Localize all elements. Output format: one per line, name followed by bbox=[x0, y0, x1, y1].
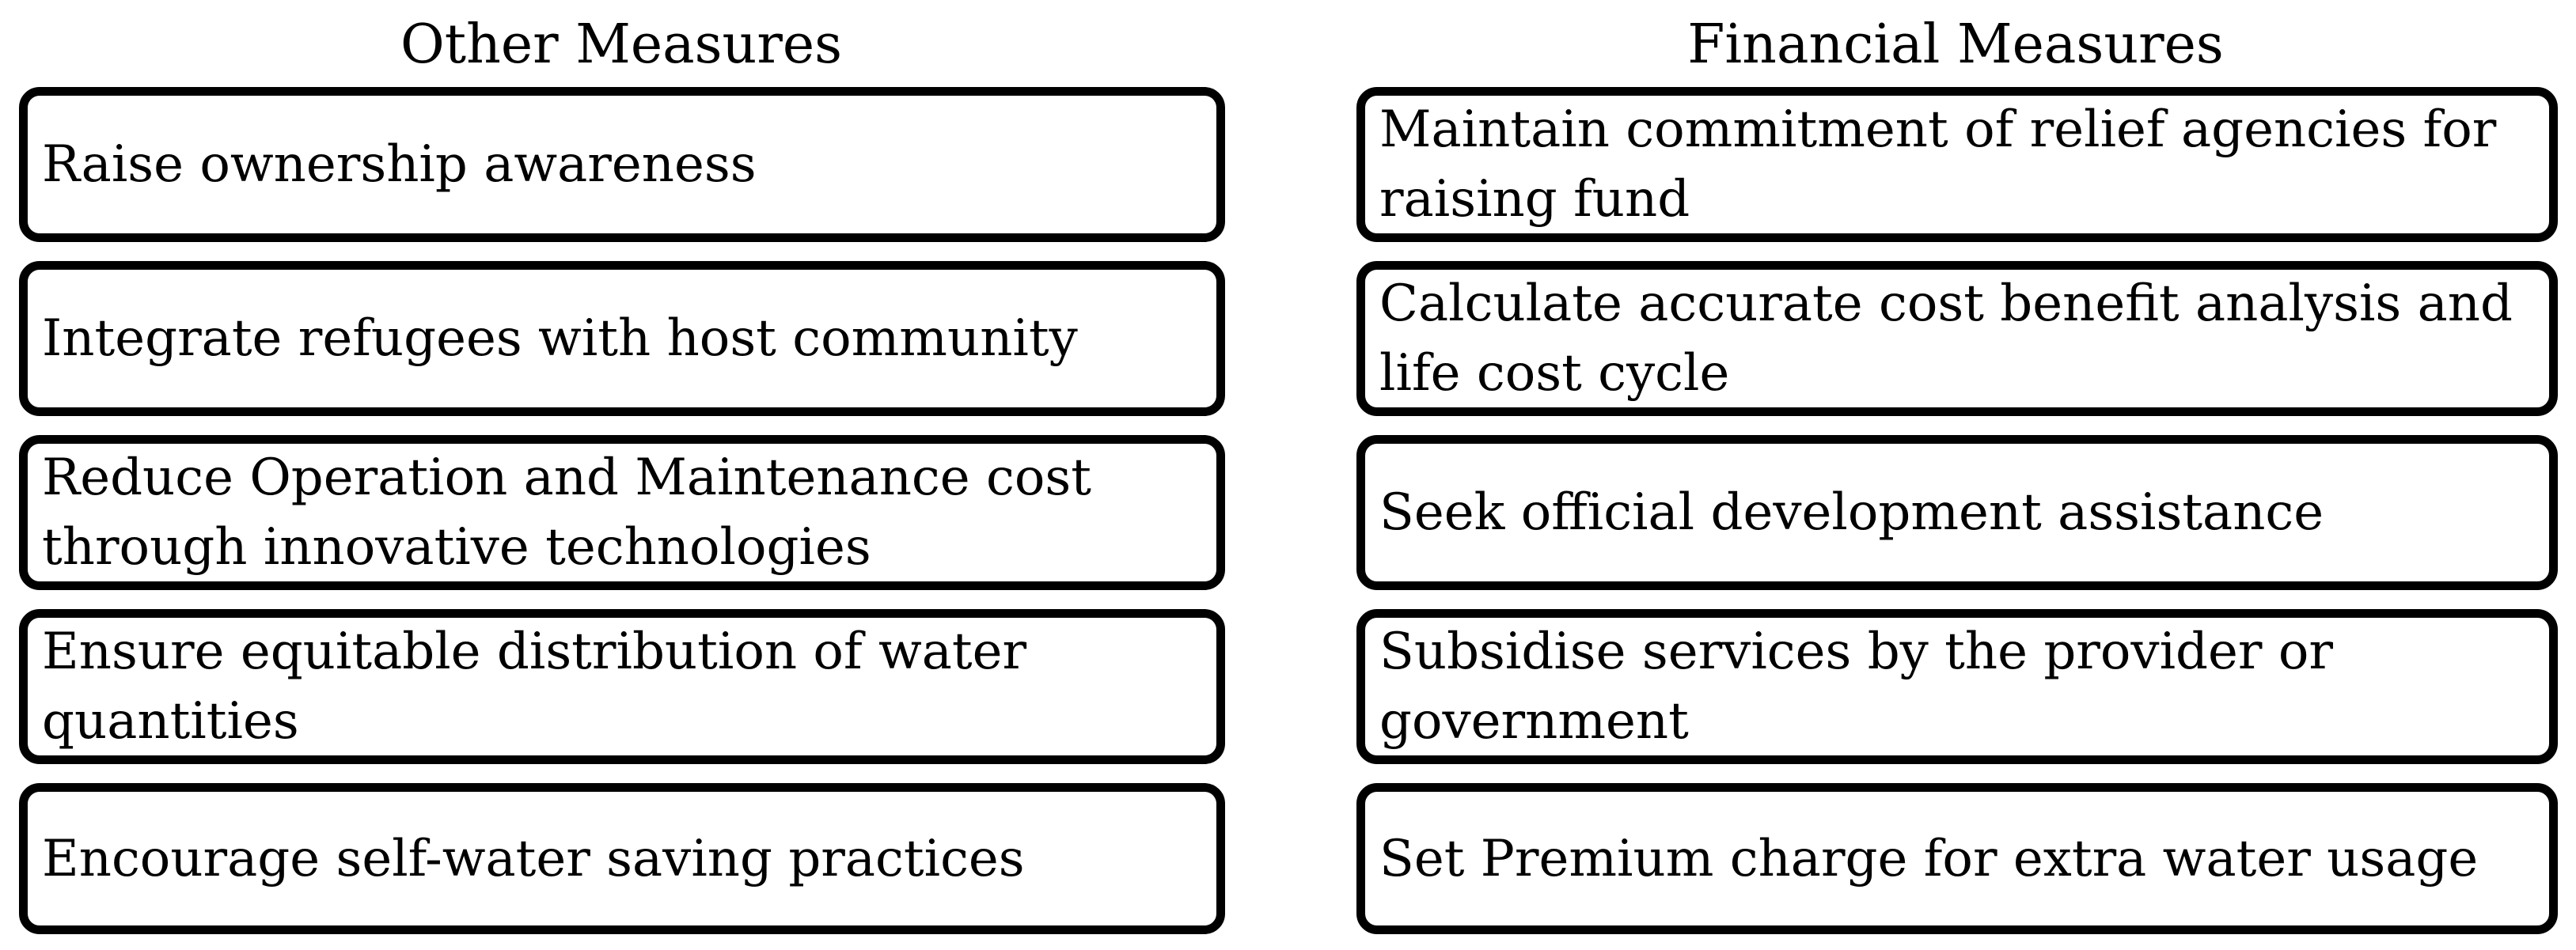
financial-measure-box bbox=[1356, 435, 2558, 590]
financial-measure-box bbox=[1356, 783, 2558, 934]
financial-measure-text: Subsidise services by the provider or government bbox=[1379, 623, 2333, 751]
financial-measure-text: Seek official development assistance bbox=[1379, 483, 2324, 542]
financial-measures-heading: Financial Measures bbox=[1687, 13, 2224, 76]
financial-measure-text: Maintain commitment of relief agencies for raising fund bbox=[1379, 100, 2497, 229]
financial-measure-box bbox=[1356, 87, 2558, 242]
other-measure-box bbox=[19, 87, 1225, 242]
other-measure-text: Ensure equitable distribution of water quantities bbox=[42, 623, 1027, 751]
other-measure-text: Integrate refugees with host community bbox=[42, 309, 1078, 368]
financial-measure-text: Calculate accurate cost benefit analysis and life cost cycle bbox=[1379, 274, 2513, 403]
other-measures-heading: Other Measures bbox=[400, 13, 842, 76]
other-measure-box bbox=[19, 609, 1225, 764]
other-measure-text: Reduce Operation and Maintenance cost through innovative technologies bbox=[42, 449, 1091, 577]
other-measure-text: Raise ownership awareness bbox=[42, 135, 757, 194]
financial-measure-text: Set Premium charge for extra water usage bbox=[1379, 829, 2479, 888]
other-measure-box bbox=[19, 435, 1225, 590]
other-measure-box bbox=[19, 783, 1225, 934]
other-measure-box bbox=[19, 261, 1225, 416]
financial-measure-box bbox=[1356, 609, 2558, 764]
other-measure-text: Encourage self-water saving practices bbox=[42, 829, 1025, 888]
financial-measure-box bbox=[1356, 261, 2558, 416]
